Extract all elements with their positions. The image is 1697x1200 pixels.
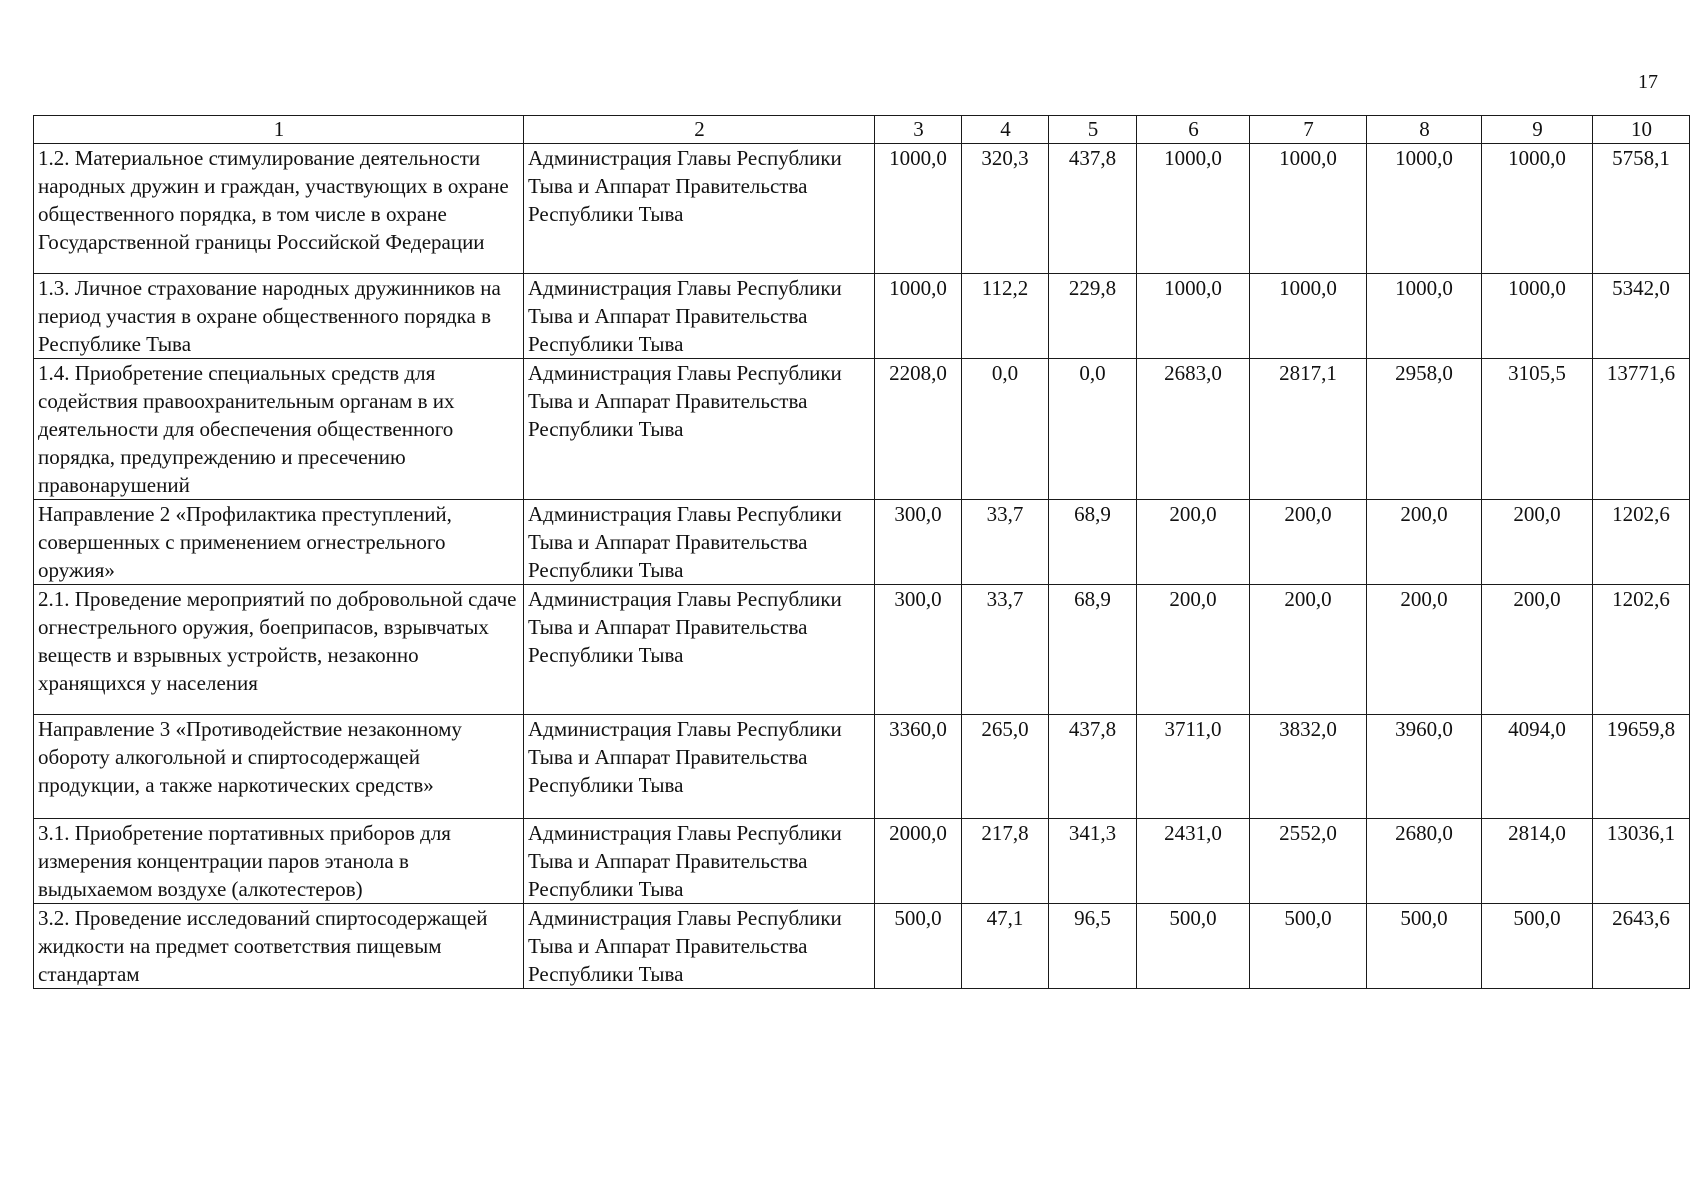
table-row (34, 819, 1690, 904)
table-row (34, 585, 1690, 715)
value-cell-col-8: 2958,0 (1367, 359, 1482, 500)
value-cell-col-4: 33,7 (962, 585, 1049, 715)
value-cell-col-3: 3360,0 (875, 715, 962, 819)
value-cell-col-8: 200,0 (1367, 500, 1482, 585)
value-cell-col-3: 300,0 (875, 500, 962, 585)
activity-name-cell: 1.3. Личное страхование народных дружинников на период участия в охране общественного порядка в Республике Тыва (34, 274, 524, 359)
value-cell-col-10: 1202,6 (1593, 500, 1690, 585)
value-cell-col-8: 1000,0 (1367, 274, 1482, 359)
value-cell-col-10: 5758,1 (1593, 144, 1690, 274)
activity-name-cell: Направление 3 «Противодействие незаконному обороту алкогольной и спиртосодержащей продукции, а также наркотических средств» (34, 715, 524, 819)
value-cell-col-3: 500,0 (875, 904, 962, 989)
value-cell-col-4: 33,7 (962, 500, 1049, 585)
value-cell-col-3: 2208,0 (875, 359, 962, 500)
value-cell-col-9: 1000,0 (1482, 274, 1593, 359)
column-header: 10 (1593, 116, 1690, 144)
value-cell-col-4: 0,0 (962, 359, 1049, 500)
value-cell-col-7: 200,0 (1250, 585, 1367, 715)
column-header: 1 (34, 116, 524, 144)
activity-name-cell: 3.1. Приобретение портативных приборов для измерения концентрации паров этанола в выдыхаемом воздухе (алкотестеров) (34, 819, 524, 904)
value-cell-col-9: 2814,0 (1482, 819, 1593, 904)
value-cell-col-4: 320,3 (962, 144, 1049, 274)
value-cell-col-10: 5342,0 (1593, 274, 1690, 359)
column-header: 2 (524, 116, 875, 144)
value-cell-col-8: 1000,0 (1367, 144, 1482, 274)
column-header: 6 (1137, 116, 1250, 144)
value-cell-col-5: 96,5 (1049, 904, 1137, 989)
value-cell-col-3: 300,0 (875, 585, 962, 715)
table-row (34, 715, 1690, 819)
value-cell-col-5: 68,9 (1049, 585, 1137, 715)
executor-cell: Администрация Главы Республики Тыва и Аппарат Правительства Республики Тыва (524, 144, 875, 274)
value-cell-col-9: 1000,0 (1482, 144, 1593, 274)
table-row (34, 359, 1690, 500)
value-cell-col-9: 4094,0 (1482, 715, 1593, 819)
executor-cell: Администрация Главы Республики Тыва и Аппарат Правительства Республики Тыва (524, 819, 875, 904)
executor-cell: Администрация Главы Республики Тыва и Аппарат Правительства Республики Тыва (524, 715, 875, 819)
value-cell-col-10: 13036,1 (1593, 819, 1690, 904)
value-cell-col-8: 200,0 (1367, 585, 1482, 715)
value-cell-col-7: 200,0 (1250, 500, 1367, 585)
value-cell-col-5: 229,8 (1049, 274, 1137, 359)
table-row (34, 274, 1690, 359)
value-cell-col-7: 500,0 (1250, 904, 1367, 989)
value-cell-col-9: 3105,5 (1482, 359, 1593, 500)
activity-name-cell: 3.2. Проведение исследований спиртосодержащей жидкости на предмет соответствия пищевым стандартам (34, 904, 524, 989)
value-cell-col-5: 437,8 (1049, 715, 1137, 819)
activity-name-cell: Направление 2 «Профилактика преступлений, совершенных с применением огнестрельного оружия» (34, 500, 524, 585)
value-cell-col-10: 1202,6 (1593, 585, 1690, 715)
value-cell-col-6: 3711,0 (1137, 715, 1250, 819)
table-header (34, 116, 1690, 144)
executor-cell: Администрация Главы Республики Тыва и Аппарат Правительства Республики Тыва (524, 359, 875, 500)
executor-cell: Администрация Главы Республики Тыва и Аппарат Правительства Республики Тыва (524, 500, 875, 585)
value-cell-col-6: 1000,0 (1137, 274, 1250, 359)
activity-name-cell: 1.4. Приобретение специальных средств для содействия правоохранительным органам в их деятельности для обеспечения общественного порядка, предупреждению и пресечению правонарушений (34, 359, 524, 500)
column-header: 5 (1049, 116, 1137, 144)
value-cell-col-9: 500,0 (1482, 904, 1593, 989)
value-cell-col-6: 200,0 (1137, 500, 1250, 585)
table-row (34, 144, 1690, 274)
activity-name-cell: 1.2. Материальное стимулирование деятельности народных дружин и граждан, участвующих в охране общественного порядка, в том числе в охране Государственной границы Российской Федерации (34, 144, 524, 274)
value-cell-col-9: 200,0 (1482, 500, 1593, 585)
value-cell-col-3: 1000,0 (875, 144, 962, 274)
value-cell-col-6: 200,0 (1137, 585, 1250, 715)
value-cell-col-10: 19659,8 (1593, 715, 1690, 819)
table-body (34, 144, 1690, 989)
value-cell-col-7: 1000,0 (1250, 274, 1367, 359)
column-header: 7 (1250, 116, 1367, 144)
header-row (34, 116, 1690, 144)
executor-cell: Администрация Главы Республики Тыва и Аппарат Правительства Республики Тыва (524, 274, 875, 359)
value-cell-col-4: 217,8 (962, 819, 1049, 904)
value-cell-col-7: 2552,0 (1250, 819, 1367, 904)
value-cell-col-6: 500,0 (1137, 904, 1250, 989)
value-cell-col-8: 2680,0 (1367, 819, 1482, 904)
value-cell-col-10: 13771,6 (1593, 359, 1690, 500)
column-header: 3 (875, 116, 962, 144)
value-cell-col-6: 2683,0 (1137, 359, 1250, 500)
program-table (33, 115, 1690, 989)
column-header: 9 (1482, 116, 1593, 144)
column-header: 4 (962, 116, 1049, 144)
value-cell-col-4: 47,1 (962, 904, 1049, 989)
table-row (34, 500, 1690, 585)
value-cell-col-3: 1000,0 (875, 274, 962, 359)
value-cell-col-9: 200,0 (1482, 585, 1593, 715)
value-cell-col-4: 112,2 (962, 274, 1049, 359)
table-row (34, 904, 1690, 989)
value-cell-col-6: 2431,0 (1137, 819, 1250, 904)
activity-name-cell: 2.1. Проведение мероприятий по добровольной сдаче огнестрельного оружия, боеприпасов, взрывчатых веществ и взрывных устройств, незаконно хранящихся у населения (34, 585, 524, 715)
value-cell-col-5: 437,8 (1049, 144, 1137, 274)
value-cell-col-7: 1000,0 (1250, 144, 1367, 274)
page-number: 17 (1638, 71, 1658, 93)
executor-cell: Администрация Главы Республики Тыва и Аппарат Правительства Республики Тыва (524, 904, 875, 989)
executor-cell: Администрация Главы Республики Тыва и Аппарат Правительства Республики Тыва (524, 585, 875, 715)
value-cell-col-8: 500,0 (1367, 904, 1482, 989)
value-cell-col-10: 2643,6 (1593, 904, 1690, 989)
value-cell-col-6: 1000,0 (1137, 144, 1250, 274)
value-cell-col-4: 265,0 (962, 715, 1049, 819)
column-header: 8 (1367, 116, 1482, 144)
value-cell-col-5: 68,9 (1049, 500, 1137, 585)
value-cell-col-7: 2817,1 (1250, 359, 1367, 500)
value-cell-col-5: 0,0 (1049, 359, 1137, 500)
value-cell-col-7: 3832,0 (1250, 715, 1367, 819)
value-cell-col-8: 3960,0 (1367, 715, 1482, 819)
value-cell-col-5: 341,3 (1049, 819, 1137, 904)
value-cell-col-3: 2000,0 (875, 819, 962, 904)
